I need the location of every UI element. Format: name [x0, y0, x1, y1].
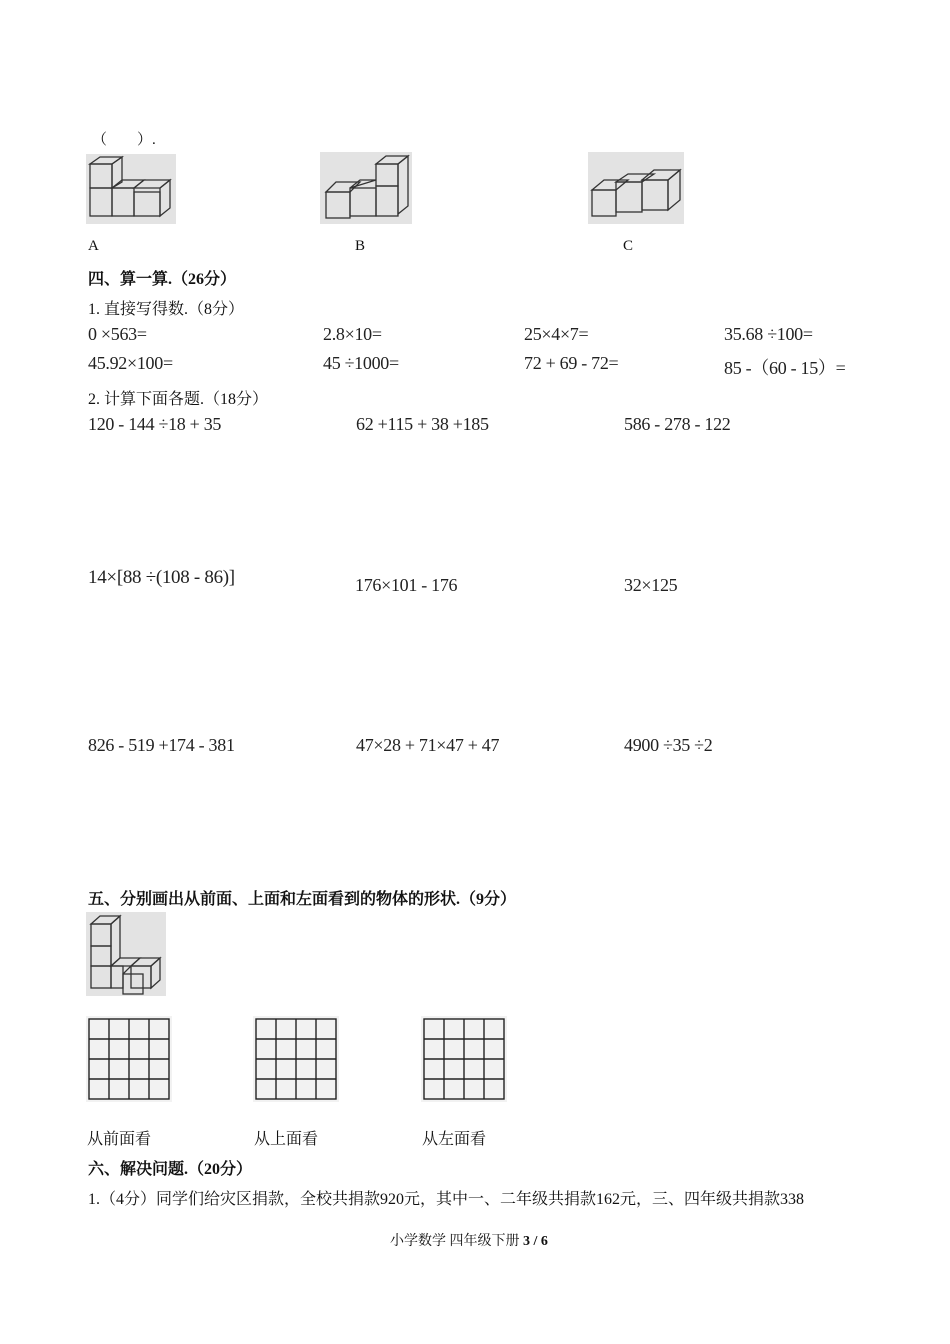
footer-subject: 小学数学 四年级下册 [390, 1234, 520, 1249]
calc-item: 120 - 144 ÷18 + 35 [88, 414, 222, 434]
mental-math-item: 45.92×100= [88, 353, 173, 373]
cube-figure-c [588, 152, 684, 224]
option-c-label: C [623, 238, 634, 254]
calc-item: 14×[88 ÷(108 - 86)] [88, 567, 235, 588]
front-view-label: 从前面看 [87, 1131, 152, 1148]
left-view-label: 从左面看 [422, 1131, 487, 1148]
calc-item: 826 - 519 +174 - 381 [88, 735, 235, 755]
mental-math-item: 85 -（60 - 15）= [724, 358, 846, 378]
calc-item: 62 +115 + 38 +185 [356, 414, 489, 434]
option-b-label: B [355, 238, 366, 254]
left-view-grid[interactable] [421, 1016, 507, 1102]
mental-math-item: 45 ÷1000= [323, 353, 399, 373]
footer-page-number: 3 [523, 1234, 530, 1249]
cube-object-figure [86, 912, 166, 996]
top-view-grid[interactable] [253, 1016, 339, 1102]
calc-item: 176×101 - 176 [355, 575, 458, 595]
section4-title: 四、算一算.（26分） [88, 271, 237, 288]
mental-math-item: 2.8×10= [323, 324, 382, 344]
calc-item: 586 - 278 - 122 [624, 414, 731, 434]
calc-item: 4900 ÷35 ÷2 [624, 735, 713, 755]
mental-math-item: 35.68 ÷100= [724, 324, 813, 344]
problem-1-text: 1.（4分）同学们给灾区捐款，全校共捐款920元，其中一、二年级共捐款162元，三、四年级共捐款338 [88, 1191, 805, 1208]
q1-title: 1. 直接写得数.（8分） [88, 301, 245, 318]
q2-title: 2. 计算下面各题.（18分） [88, 391, 269, 408]
option-a-label: A [88, 238, 99, 254]
front-view-grid[interactable] [86, 1016, 172, 1102]
cube-figure-b [320, 152, 412, 224]
calc-item: 47×28 + 71×47 + 47 [356, 735, 500, 755]
page-footer [390, 1230, 548, 1250]
cube-figure-a [86, 154, 176, 224]
mental-math-item: 25×4×7= [524, 324, 589, 344]
footer-page-total: / 6 [533, 1234, 548, 1249]
calc-item: 32×125 [624, 575, 678, 595]
mental-math-item: 0 ×563= [88, 324, 147, 344]
top-view-label: 从上面看 [254, 1131, 319, 1148]
answer-blank: （ ）. [92, 132, 156, 148]
mental-math-item: 72 + 69 - 72= [524, 353, 619, 373]
section5-title: 五、分别画出从前面、上面和左面看到的物体的形状.（9分） [88, 891, 517, 908]
section6-title: 六、解决问题.（20分） [88, 1161, 253, 1178]
